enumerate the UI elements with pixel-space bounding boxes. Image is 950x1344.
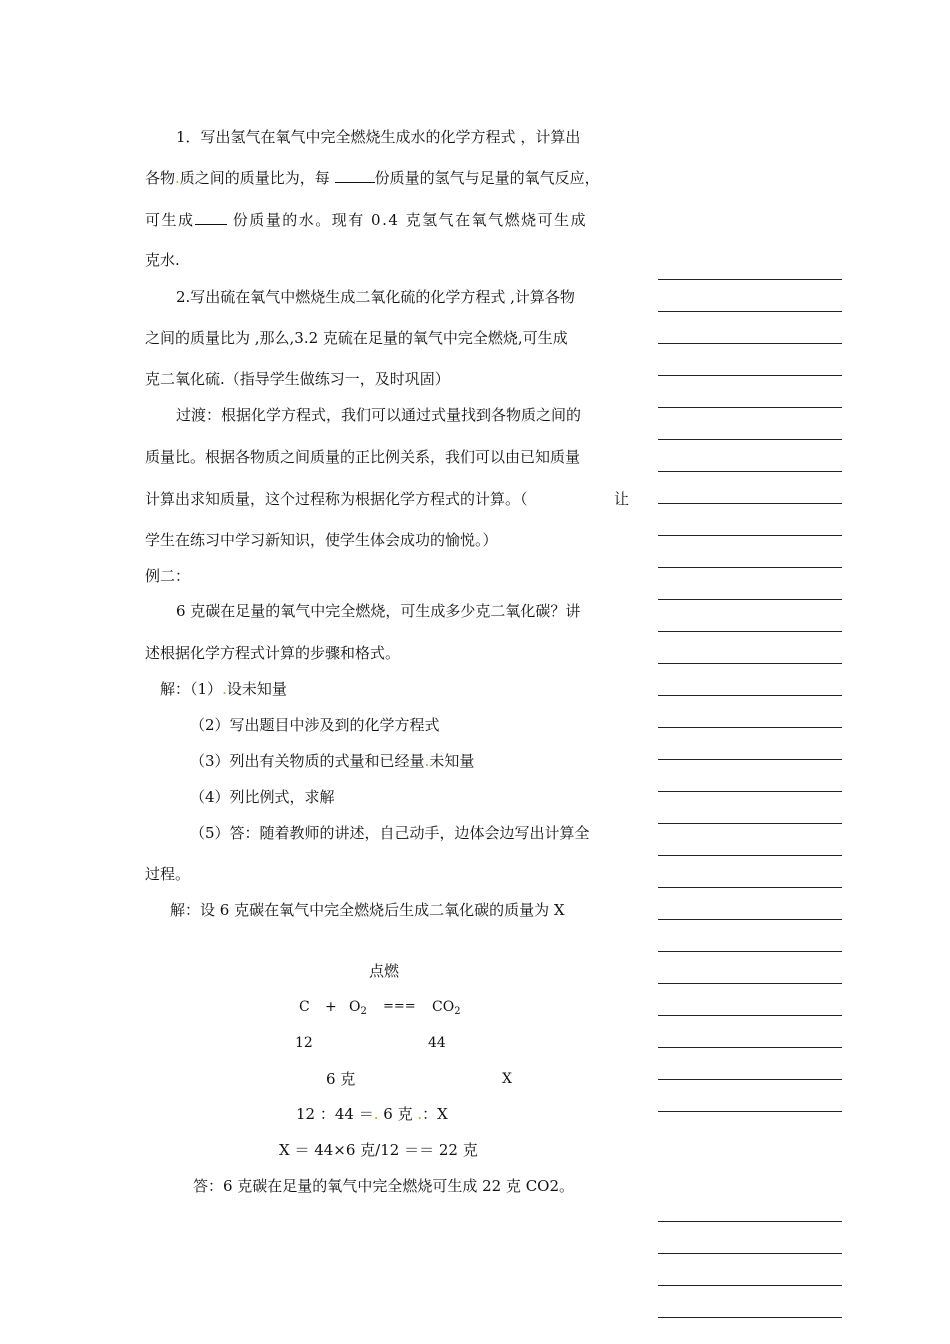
- ratio-part: 6 克: [378, 1105, 413, 1123]
- answer-statement: 答：6 克碳在足量的氧气中完全燃烧可生成 22 克 CO2。: [193, 1177, 575, 1195]
- q1-line1: 1．写出氢气在氧气中完全燃烧生成水的化学方程式 ，计算出: [176, 128, 581, 146]
- transition-line2: 质量比。根据各物质之间质量的正比例关系，我们可以由已知质量: [145, 448, 581, 466]
- solution-label: 解：: [160, 680, 191, 698]
- mark-dot: .: [424, 752, 430, 770]
- q2-line1: 2.写出硫在氧气中燃烧生成二氧化硫的化学方程式 ,计算各物: [176, 288, 575, 306]
- q1-line2-part: 各物: [145, 169, 176, 187]
- note-line: [658, 1111, 842, 1112]
- note-line: [658, 1221, 842, 1222]
- q1-line3-part: 份质量的水。现有 0.4 克氢气在氧气燃烧可生成: [226, 211, 588, 229]
- note-line: [658, 887, 842, 888]
- note-line: [658, 407, 842, 408]
- fill-blank[interactable]: [335, 168, 375, 183]
- equation-arrow: ===: [383, 999, 416, 1014]
- step5-line1: （5）答：随着教师的讲述，自己动手，边体会边写出计算全: [190, 824, 590, 842]
- note-line: [658, 983, 842, 984]
- oxygen-symbol: O: [349, 999, 361, 1015]
- equation-plus: +: [325, 999, 337, 1015]
- mass-carbon: 12: [295, 1035, 313, 1051]
- fill-blank[interactable]: [195, 210, 227, 225]
- note-line: [658, 631, 842, 632]
- step2: （2）写出题目中涉及到的化学方程式: [190, 716, 440, 734]
- given-mass: 6 克: [326, 1070, 356, 1088]
- note-line: [658, 727, 842, 728]
- transition-line4: 学生在练习中学习新知识，使学生体会成功的愉悦。）: [145, 531, 498, 549]
- step5-line2: 过程。: [145, 865, 191, 883]
- oxygen-subscript: 2: [360, 1006, 367, 1017]
- ratio-equation: [296, 1104, 448, 1124]
- note-line: [658, 919, 842, 920]
- note-line: [658, 695, 842, 696]
- unknown-mass: X: [502, 1071, 512, 1087]
- q1-line3-part: 可生成: [145, 211, 195, 229]
- note-line: [658, 823, 842, 824]
- example-heading: 例二：: [145, 567, 191, 585]
- q1-line2-part: 质之间的质量比为，每: [179, 169, 335, 187]
- equation-oxygen: [349, 997, 367, 1017]
- ratio-part: ：X: [422, 1105, 448, 1123]
- q1-line2: [145, 168, 600, 188]
- note-line: [658, 1015, 842, 1016]
- note-line: [658, 1047, 842, 1048]
- transition-line1: 过渡：根据化学方程式，我们可以通过式量找到各物质之间的: [176, 406, 582, 424]
- note-line: [658, 535, 842, 536]
- note-line: [658, 1253, 842, 1254]
- note-line: [658, 951, 842, 952]
- transition-line3: 计算出求知质量，这个过程称为根据化学方程式的计算。（: [145, 490, 528, 508]
- q2-line3: 克二氧化硫.（指导学生做练习一，及时巩固）: [145, 370, 450, 388]
- q2-line2: 之间的质量比为 ,那么,3.2 克硫在足量的氧气中完全燃烧,可生成: [145, 329, 568, 347]
- q1-line2-part: 份质量的氢气与足量的氧气反应，: [374, 169, 600, 187]
- mark-dot: .: [412, 1105, 423, 1123]
- solution-statement: 解：设 6 克碳在氧气中完全燃烧后生成二氧化碳的质量为 X: [170, 901, 565, 919]
- step3: [190, 751, 474, 771]
- result-equation: X ＝ 44×6 克/12 ＝＝ 22 克: [279, 1141, 478, 1159]
- note-line: [658, 375, 842, 376]
- note-line: [658, 567, 842, 568]
- step1: [160, 679, 287, 699]
- mark-dot: .: [373, 1105, 379, 1123]
- step4: （4）列比例式，求解: [190, 788, 335, 806]
- step-number: （1）: [190, 680, 223, 698]
- step-text: （3）列出有关物质的式量和已经量: [190, 752, 425, 770]
- example-question-line1: 6 克碳在足量的氧气中完全燃烧，可生成多少克二氧化碳？讲: [176, 602, 581, 620]
- note-line: [658, 503, 842, 504]
- note-line: [658, 1285, 842, 1286]
- note-line: [658, 599, 842, 600]
- note-line: [658, 1317, 842, 1318]
- mark-dot: .: [175, 169, 180, 187]
- reaction-condition: 点燃: [369, 962, 400, 980]
- q1-line4: 克水.: [145, 251, 180, 269]
- note-line: [658, 759, 842, 760]
- mark-dot: .: [222, 680, 227, 698]
- co2-symbol: CO: [432, 999, 455, 1015]
- note-line: [658, 439, 842, 440]
- note-line: [658, 471, 842, 472]
- co2-subscript: 2: [454, 1006, 461, 1017]
- note-line: [658, 663, 842, 664]
- note-line: [658, 1079, 842, 1080]
- step-text: 设未知量: [226, 680, 287, 698]
- transition-line3-end: 让: [614, 490, 630, 508]
- equation-carbon: C: [299, 999, 310, 1015]
- mass-co2: 44: [428, 1035, 446, 1051]
- note-line: [658, 343, 842, 344]
- note-line: [658, 791, 842, 792]
- equation-co2: [432, 997, 461, 1017]
- note-line: [658, 311, 842, 312]
- step-text: 未知量: [429, 752, 475, 770]
- note-line: [658, 855, 842, 856]
- example-question-line2: 述根据化学方程式计算的步骤和格式。: [145, 644, 401, 662]
- ratio-part: 12 ：44 ＝: [296, 1105, 374, 1123]
- q1-line3: [145, 210, 587, 230]
- note-line: [658, 279, 842, 280]
